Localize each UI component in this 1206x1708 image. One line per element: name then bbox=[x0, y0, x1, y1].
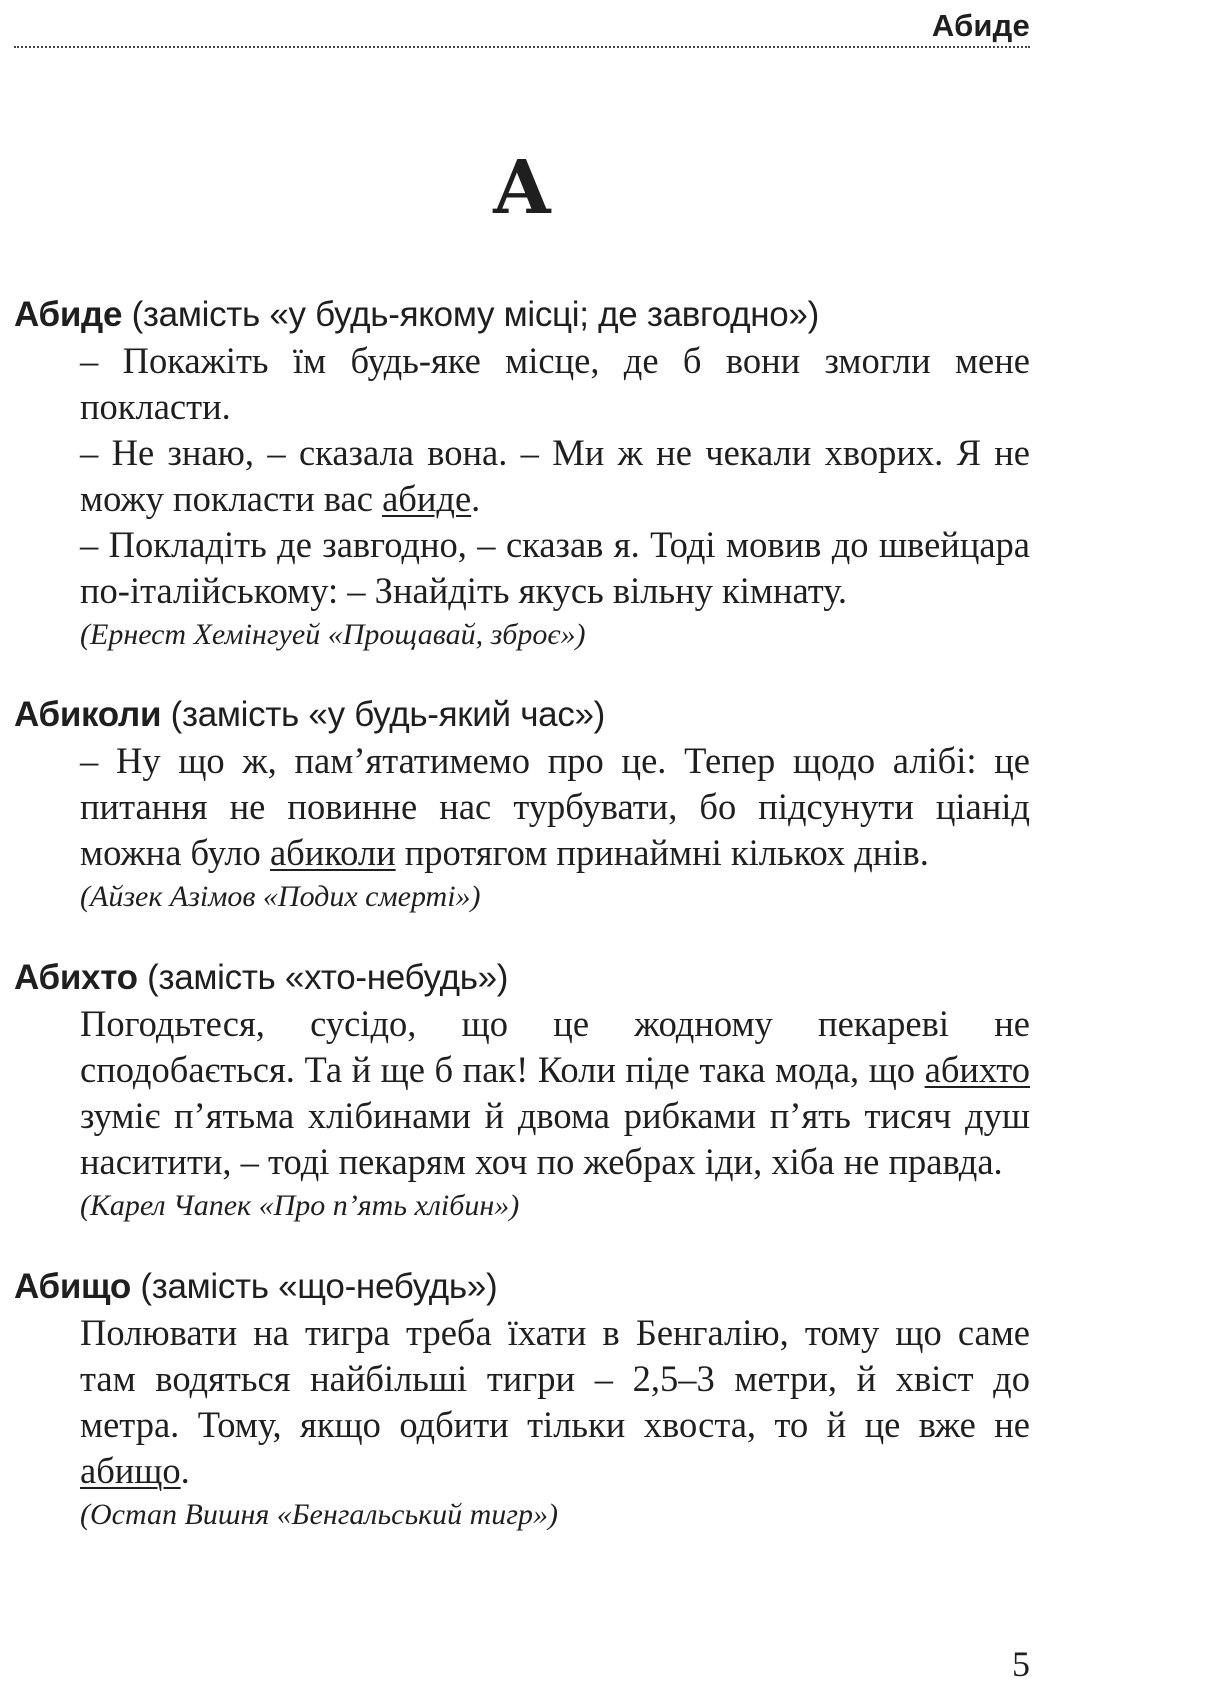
entry-source: (Ернест Хемінгуей «Прощавай, зброє») bbox=[80, 618, 586, 651]
entry-term: Абиколи bbox=[14, 695, 162, 734]
entry-abyde bbox=[14, 292, 1030, 655]
quote-paragraph: – Не знаю, – сказала вона. – Ми ж не чекали хворих. Я не можу покласти вас абиде. bbox=[80, 432, 1030, 519]
page-number: 5 bbox=[1012, 1644, 1030, 1684]
highlighted-word: абищо bbox=[80, 1450, 181, 1491]
entry-source: (Остап Вишня «Бенгальський тигр») bbox=[80, 1498, 558, 1531]
entry-quote bbox=[80, 1310, 1030, 1494]
quote-paragraph: Погодьтеся, сусідо, що це жодному пекареві не сподобається. Та й ще б пак! Коли піде така мода, що абихто зуміє п’ятьма хлібинами й двома рибками п’ять тисяч душ наситити, – тоді пекарям хоч по жебрах іди, хіба не правда. bbox=[80, 1003, 1030, 1182]
entry-quote bbox=[80, 338, 1030, 614]
highlighted-word: абихто bbox=[924, 1049, 1030, 1090]
quote-paragraph: Полювати на тигра треба їхати в Бенгалію, тому що саме там водяться найбільші тигри – 2,5–3 метри, й хвіст до метра. Тому, якщо одбити тільки хвоста, то й це вже не абищо. bbox=[80, 1312, 1030, 1491]
entry-gloss: (замість «що-небудь») bbox=[140, 1267, 498, 1306]
entry-term: Абихто bbox=[14, 958, 138, 997]
quote-paragraph: – Покладіть де завгодно, – сказав я. Тоді мовив до швейцара по-італійському: – Знайдіть якусь вільну кімнату. bbox=[80, 524, 1030, 611]
quote-paragraph: – Ну що ж, пам’ятатимемо про це. Тепер щодо алібі: це питання не повинне нас турбувати, бо підсунути ціанід можна було абиколи протягом принаймні кількох днів. bbox=[80, 740, 1030, 873]
entry-quote bbox=[80, 1001, 1030, 1185]
highlighted-word: абиколи bbox=[269, 832, 396, 873]
entry-gloss: (замість «хто-небудь») bbox=[147, 958, 509, 997]
entry-headline bbox=[14, 1264, 1030, 1310]
highlighted-word: абиде bbox=[382, 478, 472, 519]
entry-gloss: (замість «у будь-який час») bbox=[170, 695, 606, 734]
entry-abyshcho bbox=[14, 1264, 1030, 1535]
entry-quote bbox=[80, 738, 1030, 876]
entry-headline bbox=[14, 292, 1030, 338]
entry-term: Абищо bbox=[14, 1267, 131, 1306]
entry-abykoly bbox=[14, 692, 1030, 917]
entry-headline bbox=[14, 692, 1030, 738]
running-head-rule bbox=[14, 46, 1030, 48]
entry-term: Абиде bbox=[14, 295, 123, 334]
quote-paragraph: – Покажіть їм будь-яке місце, де б вони змогли мене покласти. bbox=[80, 340, 1030, 427]
entry-source: (Айзек Азімов «Подих смерті») bbox=[80, 880, 481, 913]
letter-heading: А bbox=[491, 145, 553, 231]
entry-gloss: (замість «у будь-якому місці; де завгодно») bbox=[131, 295, 819, 334]
entry-source: (Карел Чапек «Про п’ять хлібин») bbox=[80, 1189, 520, 1222]
entry-abykhto bbox=[14, 955, 1030, 1226]
entry-headline bbox=[14, 955, 1030, 1001]
running-head: Абиде bbox=[931, 8, 1030, 43]
